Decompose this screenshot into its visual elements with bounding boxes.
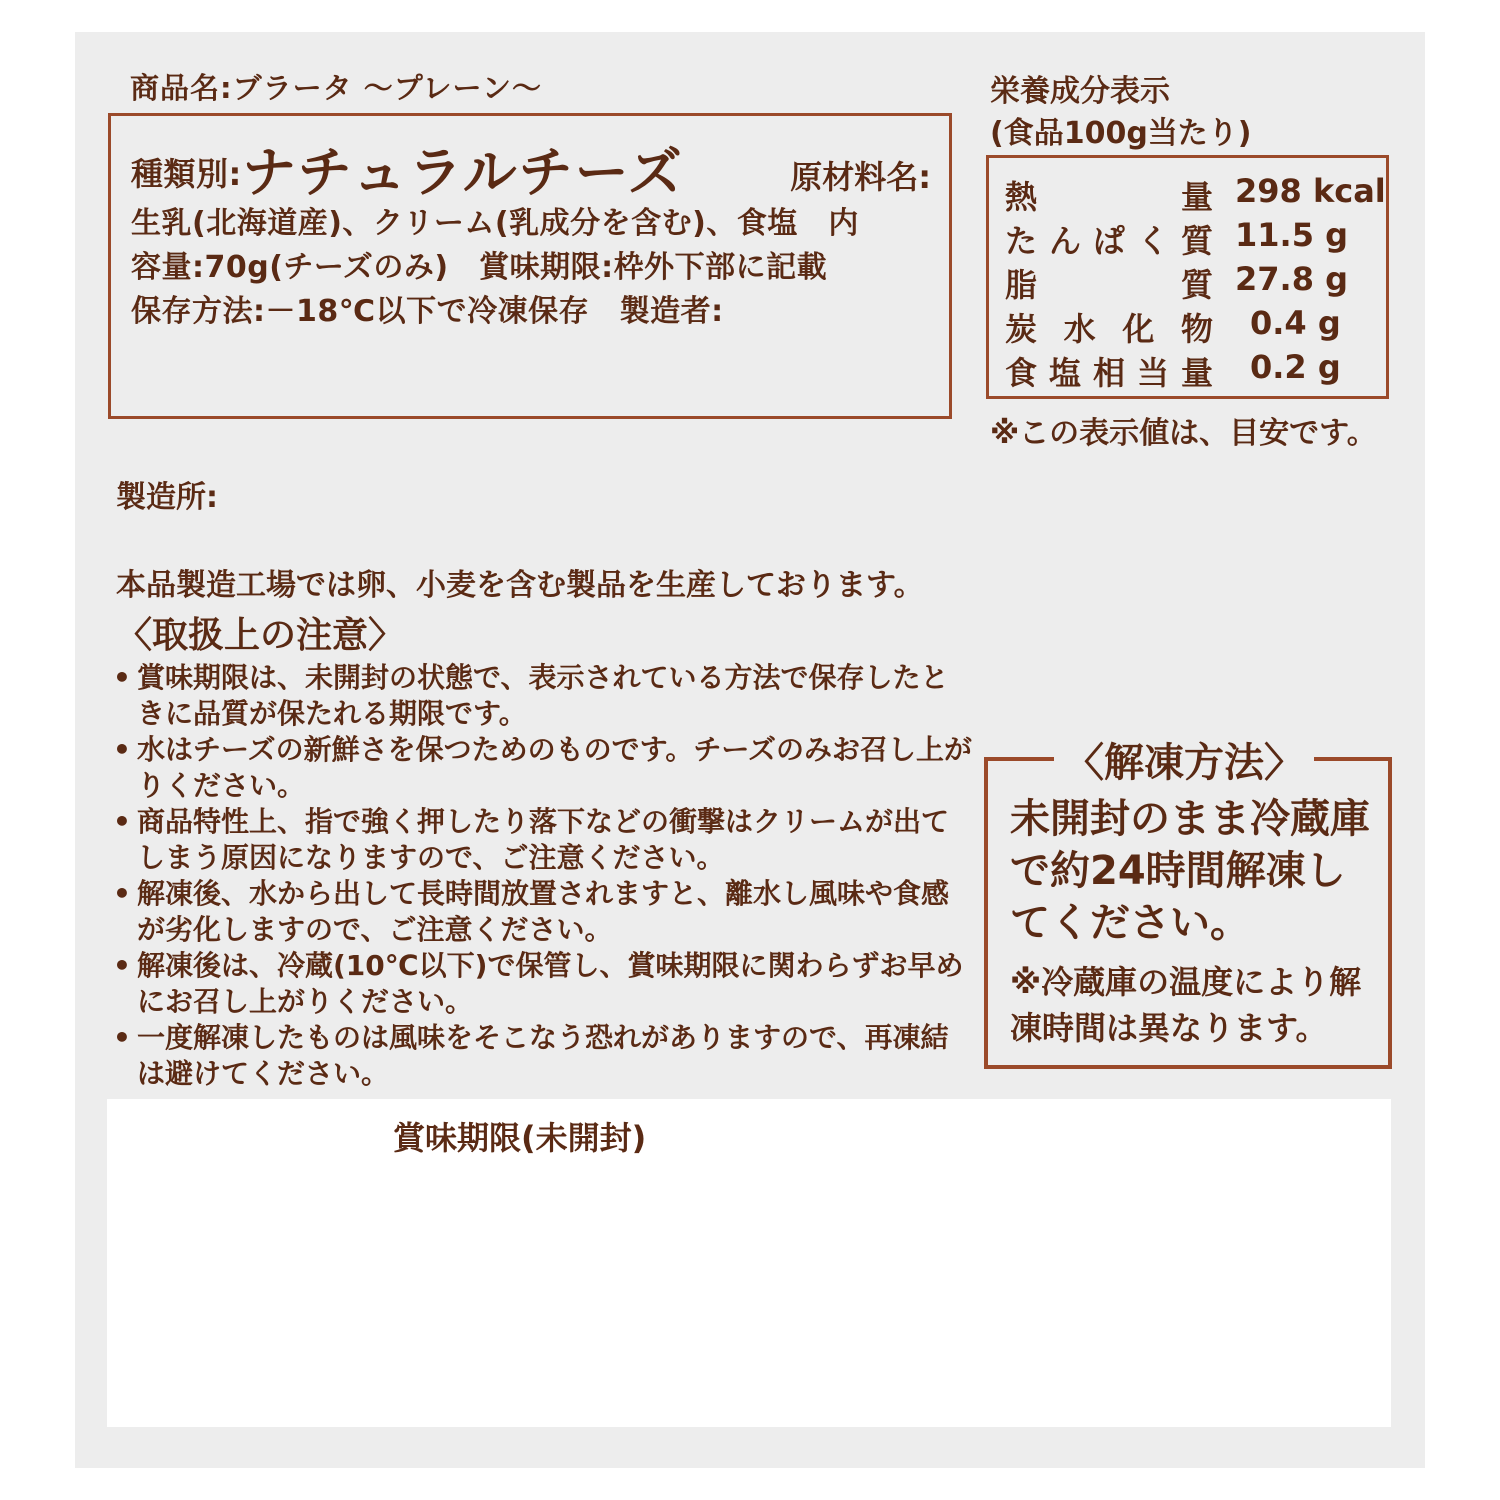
nutrition-row bbox=[1005, 216, 1375, 258]
care-item: • 商品特性上、指で強く押したり落下などの衝撃はクリームが出てしまう原因になりますので、ご注意ください。 bbox=[113, 804, 973, 876]
nutrition-name: 脂 質 bbox=[1005, 266, 1213, 304]
nutrition-row bbox=[1005, 260, 1375, 302]
factory-label: 製造所: bbox=[116, 480, 218, 515]
spec-type-line bbox=[131, 130, 684, 207]
nutrition-title: 栄養成分表示 bbox=[990, 74, 1170, 109]
care-item: • 賞味期限は、未開封の状態で、表示されている方法で保存したときに品質が保たれる期限です。 bbox=[113, 660, 973, 732]
ingredients-label: 原材料名: bbox=[790, 158, 931, 196]
nutrition-value: 0.4 g bbox=[1250, 304, 1341, 342]
nutrition-value: 27.8 g bbox=[1235, 260, 1348, 298]
best-before-label: 賞味期限(未開封) bbox=[393, 1119, 647, 1157]
nutrition-value: 0.2 g bbox=[1250, 348, 1341, 386]
nutrition-name: 炭 水 化 物 bbox=[1005, 310, 1213, 348]
thaw-body: 未開封のまま冷蔵庫で約24時間解凍してください。 bbox=[1010, 796, 1370, 946]
nutrition-value: 298 kcal bbox=[1235, 172, 1386, 210]
care-list bbox=[113, 660, 973, 1092]
nutrition-note: ※この表示値は、目安です。 bbox=[990, 416, 1377, 451]
nutrition-row bbox=[1005, 304, 1375, 346]
product-name: 商品名:ブラータ ～プレーン～ bbox=[130, 71, 542, 105]
care-item: • 水はチーズの新鮮さを保つためのものです。チーズのみお召し上がりください。 bbox=[113, 732, 973, 804]
spec-box bbox=[108, 113, 952, 419]
allergen-note: 本品製造工場では卵、小麦を含む製品を生産しております。 bbox=[116, 568, 924, 603]
nutrition-table bbox=[986, 155, 1389, 399]
nutrition-row bbox=[1005, 172, 1386, 216]
spec-storage-line: 保存方法:－18℃以下で冷凍保存 製造者: bbox=[131, 294, 724, 329]
thaw-note: ※冷蔵庫の温度により解凍時間は異なります。 bbox=[1010, 963, 1362, 1047]
best-before-area bbox=[107, 1099, 1391, 1427]
care-item: • 一度解凍したものは風味をそこなう恐れがありますので、再凍結は避けてください。 bbox=[113, 1020, 973, 1092]
nutrition-subtitle: (食品100g当たり) bbox=[990, 116, 1252, 151]
spec-ingredients-line: 生乳(北海道産)、クリーム(乳成分を含む)、食塩 内 bbox=[131, 206, 859, 241]
spec-content-line: 容量:70g(チーズのみ) 賞味期限:枠外下部に記載 bbox=[131, 250, 828, 285]
type-label: 種類別: bbox=[131, 155, 242, 193]
label-panel bbox=[75, 32, 1425, 1468]
nutrition-name: 熱 量 bbox=[1005, 178, 1213, 216]
type-value: ナチュラルチーズ bbox=[241, 141, 684, 204]
nutrition-row bbox=[1005, 348, 1375, 390]
nutrition-value: 11.5 g bbox=[1235, 216, 1348, 254]
care-item: • 解凍後、水から出して長時間放置されますと、離水し風味や食感が劣化しますので、ご注意ください。 bbox=[113, 876, 973, 948]
thaw-title: 〈解凍方法〉 bbox=[1054, 731, 1314, 788]
nutrition-name: 食 塩 相 当 量 bbox=[1005, 354, 1213, 392]
thaw-box bbox=[984, 740, 1392, 1069]
nutrition-name: た ん ぱ く 質 bbox=[1005, 222, 1213, 260]
care-heading: 〈取扱上の注意〉 bbox=[116, 615, 405, 656]
care-item: • 解凍後は、冷蔵(10℃以下)で保管し、賞味期限に関わらずお早めにお召し上がりください。 bbox=[113, 948, 973, 1020]
